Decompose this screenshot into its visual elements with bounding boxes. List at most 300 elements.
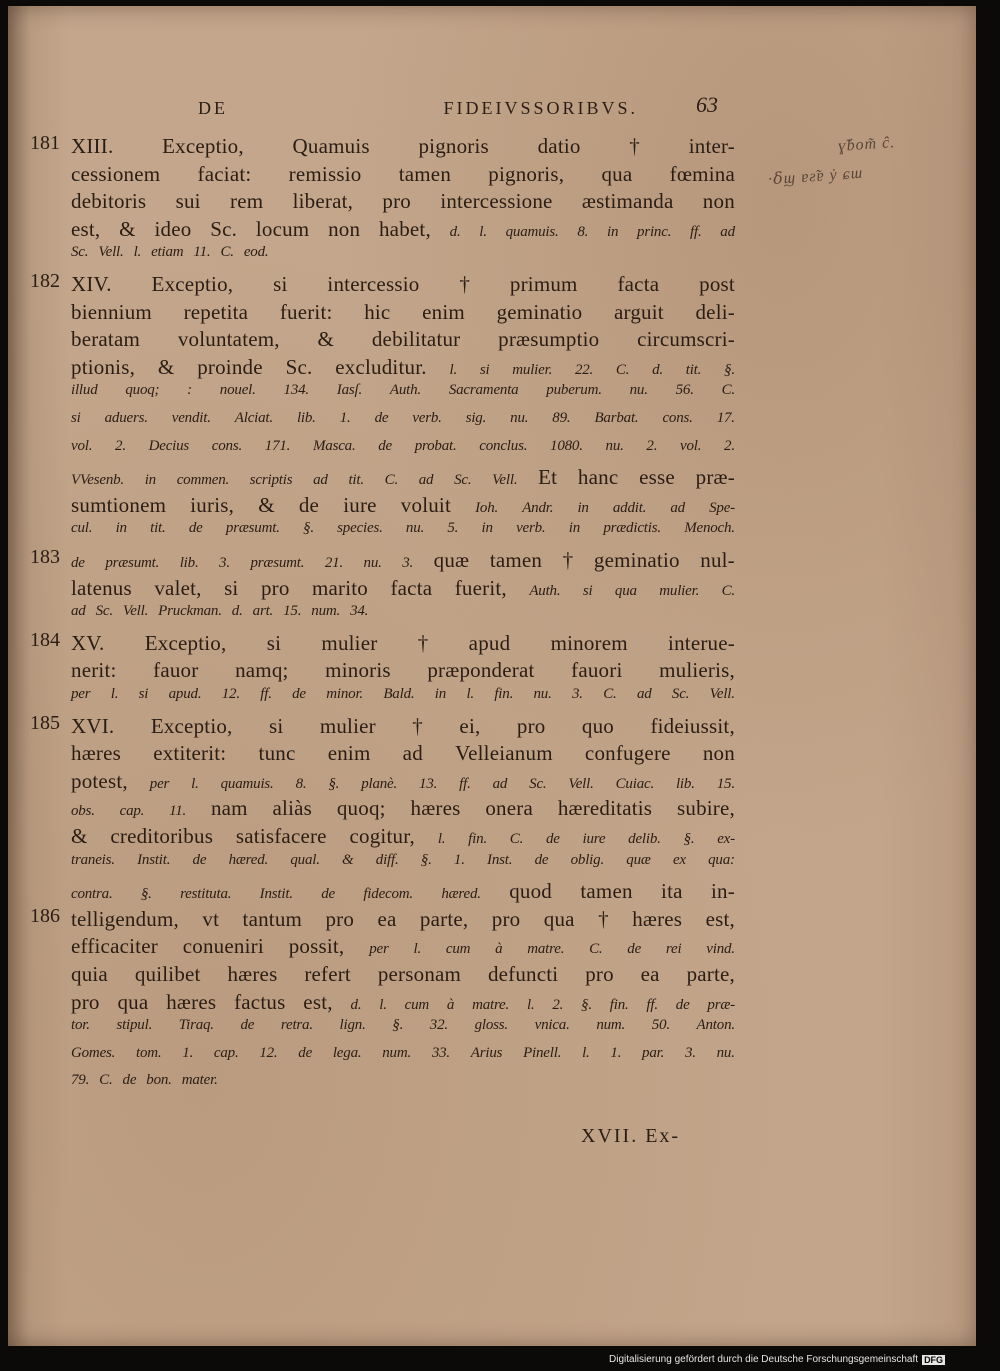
citation-word: §. — [140, 886, 152, 903]
citation-word: scriptis — [249, 472, 293, 489]
citation-word: §. — [392, 1017, 404, 1034]
citation-word: vnica. — [534, 1017, 570, 1034]
citation-word: 56. — [675, 382, 694, 399]
text-word: XVI. — [71, 713, 115, 738]
citation-word: 1080. — [550, 437, 583, 454]
text-word: tamen — [580, 879, 633, 904]
citation-word: delib. — [628, 831, 661, 847]
citation-word: 3. — [572, 686, 583, 702]
text-line — [71, 852, 735, 880]
citation-word: §. — [724, 361, 735, 378]
citation-word: 13. — [419, 775, 438, 792]
citation-word: planè. — [361, 775, 398, 792]
citation-word: Vell. — [492, 472, 518, 489]
citation-word: C. — [384, 472, 398, 489]
text-word: voluntatem, — [177, 327, 280, 352]
text-word: remissio — [288, 161, 362, 186]
text-line — [71, 300, 735, 328]
citation-word: per — [71, 686, 91, 702]
text-word: conueniri — [182, 934, 264, 959]
citation-word: de — [192, 851, 207, 868]
citation-word: l. — [466, 686, 474, 702]
citation-word: de — [534, 851, 549, 868]
citation-word: si — [138, 686, 149, 702]
digitization-footer — [609, 1354, 945, 1365]
margin-number: 185 — [30, 711, 60, 734]
text-word: parte, — [419, 906, 469, 931]
text-line — [71, 465, 735, 493]
citation-word: 15. — [716, 775, 735, 792]
citation-word: stipul. — [116, 1017, 153, 1034]
citation-word: num. — [596, 1017, 626, 1034]
citation-word: d. — [652, 361, 663, 378]
citation-word: conclus. — [479, 437, 528, 454]
citation-word: præsumt. — [105, 555, 160, 571]
citation-word: Tiraq. — [178, 1017, 214, 1034]
text-line — [71, 217, 735, 245]
citation-word: cons. — [662, 410, 693, 426]
text-line — [71, 934, 735, 962]
text-word: hæreditatis — [557, 796, 653, 821]
citation-word: illud — [71, 382, 98, 399]
text-word: † — [562, 548, 574, 572]
text-word: ptionis, — [71, 354, 136, 379]
citation-word: num. — [311, 603, 341, 620]
citation-word: in — [606, 223, 619, 240]
text-word: est, — [705, 906, 735, 931]
text-word: satisfacere — [235, 824, 327, 848]
citation-word: fin. — [609, 996, 629, 1013]
citation-word: Instit. — [137, 851, 171, 868]
text-word: facta — [390, 575, 433, 600]
text-word: si — [266, 630, 282, 655]
citation-word: qual. — [290, 851, 320, 868]
citation-word: lib. — [179, 555, 199, 571]
text-word: facta — [617, 272, 660, 296]
text-word: pignoris — [418, 134, 489, 158]
text-word: voluit — [400, 492, 452, 517]
text-line — [71, 1045, 735, 1073]
text-word: ita — [661, 879, 683, 904]
citation-word: restituta. — [180, 886, 232, 903]
citation-word: d. — [449, 223, 461, 240]
citation-word: d. — [231, 603, 243, 620]
text-word: est, — [71, 216, 101, 241]
citation-word: fin. — [468, 831, 487, 847]
citation-word: de — [321, 886, 335, 903]
text-word: Exceptio, — [162, 134, 244, 158]
footer-text: Digitalisierung gefördert durch die Deutsche Forschungsgemeinschaft — [609, 1354, 919, 1365]
text-word: in- — [710, 879, 735, 904]
citation-word: l. — [110, 686, 119, 702]
citation-word: de — [545, 831, 560, 847]
citation-word: cap. — [119, 803, 145, 820]
text-line — [71, 327, 735, 355]
text-word: mulier — [321, 630, 378, 655]
citation-word: Pinell. — [523, 1044, 562, 1061]
text-word: pro — [491, 906, 521, 931]
text-word: si — [224, 575, 239, 600]
text-word: sumtionem — [71, 492, 167, 517]
citation-word: præ- — [707, 996, 735, 1013]
citation-word: nouel. — [219, 382, 256, 399]
text-line — [71, 741, 735, 769]
citation-word: VVesenb. — [71, 472, 124, 489]
text-word: possit, — [288, 934, 345, 959]
citation-word: de — [240, 1017, 255, 1034]
text-word: biennium — [71, 299, 152, 324]
citation-word: tit. — [348, 472, 364, 489]
text-line — [71, 382, 735, 410]
citation-word: aduers. — [104, 410, 148, 426]
citation-word: si — [479, 361, 490, 378]
text-word: non — [328, 216, 361, 241]
citation-word: ff. — [260, 686, 272, 702]
text-word: post — [699, 272, 735, 296]
citation-word: par. — [642, 1044, 665, 1061]
text-word: arguit — [614, 299, 664, 324]
text-word: præponderat — [427, 658, 535, 683]
citation-word: l. — [413, 941, 422, 958]
citation-word: Spe- — [709, 499, 735, 516]
text-word: præsumptio — [498, 327, 600, 352]
citation-word: C. — [589, 941, 603, 958]
text-word: quo — [581, 713, 615, 738]
text-word: de — [298, 492, 320, 517]
citation-word: puberum. — [546, 382, 602, 399]
citation-word: l. — [437, 831, 446, 847]
citation-word: l. — [479, 223, 487, 240]
text-line — [71, 162, 735, 190]
citation-word: nu. — [510, 410, 529, 426]
text-word: deli- — [695, 299, 735, 324]
text-word: mulieris, — [659, 658, 735, 683]
citation-word: 2. — [646, 437, 658, 454]
text-word: fœmina — [669, 161, 735, 186]
citation-word: de — [298, 1044, 313, 1061]
citation-word: rei — [665, 941, 682, 958]
text-word: inter- — [688, 134, 735, 158]
text-word: Exceptio, — [150, 713, 233, 738]
citation-word: ff. — [459, 775, 471, 792]
citation-word: Sc. — [95, 603, 113, 620]
margin-number: 186 — [30, 904, 60, 927]
text-word: interue- — [668, 630, 735, 655]
citation-word: l. — [582, 1044, 590, 1061]
citation-word: d. — [350, 996, 362, 1013]
citation-word: commen. — [176, 472, 230, 489]
citation-word: in — [144, 472, 156, 489]
text-word: est, — [303, 989, 333, 1014]
text-word: tamen — [398, 161, 452, 186]
text-word: quoq; — [336, 796, 386, 821]
citation-word: Barbat. — [594, 410, 639, 426]
citation-word: Anton. — [696, 1017, 735, 1034]
text-word: marito — [311, 575, 369, 600]
citation-word: tit. — [685, 361, 702, 378]
citation-word: iure — [582, 831, 606, 847]
citation-word: vol. — [71, 437, 93, 454]
citation-word: eod. — [243, 244, 269, 261]
citation-word: ff. — [646, 996, 658, 1013]
text-word: intercessio — [327, 272, 420, 296]
text-word: faciat: — [197, 161, 252, 186]
text-word: pignoris, — [488, 161, 565, 186]
citation-word: Vell. — [122, 603, 149, 620]
citation-word: 3. — [684, 1044, 696, 1061]
text-word: valet, — [154, 575, 202, 600]
text-line — [71, 189, 735, 217]
citation-word: nu. — [716, 1044, 735, 1061]
text-word: Velleianum — [455, 741, 553, 766]
citation-word: 21. — [324, 555, 343, 571]
text-word: extiterit: — [153, 741, 227, 766]
citation-word: apud. — [168, 686, 202, 702]
citation-word: 32. — [429, 1017, 448, 1034]
citation-word: minor. — [326, 686, 363, 702]
citation-word: ex- — [717, 831, 735, 847]
citation-word: Pruckman. — [158, 603, 222, 620]
citation-word: ad — [720, 223, 735, 240]
citation-word: obs. — [71, 803, 95, 820]
text-word: qua — [117, 989, 149, 1014]
citation-word: Sc. — [529, 775, 547, 792]
citation-word: C. — [99, 1072, 113, 1089]
citation-word: Instit. — [259, 886, 293, 903]
text-word: esse — [639, 465, 675, 490]
text-word: XIII. — [71, 134, 114, 158]
text-word: ei, — [459, 713, 481, 738]
text-line — [71, 824, 735, 852]
citation-word: si — [582, 582, 593, 599]
citation-word: mulier. — [659, 582, 700, 599]
text-word: & — [258, 492, 275, 517]
citation-word: Auth. — [389, 382, 421, 399]
text-word: ea — [377, 906, 397, 931]
text-word: iuris, — [190, 492, 235, 517]
citation-word: species. — [337, 520, 383, 537]
citation-word: lega. — [332, 1044, 362, 1061]
citation-word: Cuiac. — [615, 775, 655, 792]
margin-number: 181 — [30, 132, 60, 154]
citation-word: lib. — [296, 410, 316, 426]
citation-word: princ. — [637, 223, 672, 240]
citation-word: contra. — [71, 886, 113, 903]
citation-word: à — [495, 941, 503, 958]
book-page — [8, 6, 976, 1346]
text-word: non — [702, 741, 735, 766]
citation-word: ex — [672, 851, 686, 868]
text-word: Exceptio, — [144, 630, 227, 655]
citation-word: Alciat. — [234, 410, 273, 426]
text-word: Quamuis — [292, 134, 370, 158]
citation-word: nu. — [605, 437, 624, 454]
text-word: mulier — [319, 713, 376, 738]
text-word: confugere — [584, 741, 671, 766]
citation-word: per — [149, 775, 170, 792]
citation-word: retra. — [280, 1017, 313, 1034]
citation-word: nu. — [533, 686, 552, 702]
citation-word: de — [627, 941, 642, 958]
citation-word: 22. — [574, 361, 594, 378]
citation-word: hæred. — [228, 851, 269, 868]
citation-word: vendit. — [171, 410, 211, 426]
citation-word: l. — [191, 775, 199, 792]
citation-word: hæred. — [441, 886, 481, 903]
text-word: efficaciter — [71, 934, 158, 959]
text-word: Sc. — [285, 354, 313, 379]
citation-word: C. — [721, 382, 735, 399]
catchword: XVII. Ex- — [581, 1125, 681, 1147]
citation-word: Sc. — [671, 686, 690, 702]
text-word: pro — [325, 906, 355, 931]
text-word: hæres — [410, 796, 461, 821]
text-word: fideiussit, — [650, 713, 735, 738]
citation-word: §. — [420, 851, 432, 868]
citation-word: nu. — [629, 382, 648, 399]
citation-word: C. — [615, 361, 630, 378]
text-word: fauor — [153, 658, 199, 683]
text-word: proinde — [197, 354, 263, 379]
text-word: tamen — [489, 548, 543, 572]
page-number: 63 — [696, 92, 718, 117]
text-word: nerit: — [71, 658, 117, 683]
citation-word: verb. — [412, 410, 442, 426]
citation-word: Decius — [148, 437, 190, 454]
citation-word: nu. — [405, 520, 425, 537]
text-word: ideo — [154, 216, 192, 241]
text-word: pro — [382, 189, 411, 214]
text-word: & — [317, 327, 335, 352]
text-word: onera — [485, 796, 533, 821]
citation-word: 12. — [221, 686, 240, 702]
citation-word: Menoch. — [684, 520, 735, 537]
citation-word: quamuis. — [220, 775, 274, 792]
citation-word: §. — [683, 831, 695, 847]
citation-word: ad — [636, 686, 652, 702]
text-word: nul- — [700, 548, 735, 572]
text-line — [71, 134, 735, 162]
citation-word: ad — [71, 603, 86, 620]
text-word: debilitatur — [371, 327, 461, 352]
text-line — [71, 631, 735, 659]
citation-word: art. — [252, 603, 274, 620]
margin-number: 183 — [30, 546, 60, 568]
running-head-word: DE — [198, 98, 228, 118]
citation-word: C. — [509, 831, 524, 847]
citation-word: Vell. — [568, 775, 594, 792]
text-line — [71, 410, 735, 438]
citation-word: 2. — [552, 996, 564, 1013]
text-line — [71, 714, 735, 742]
citation-word: matre. — [472, 996, 510, 1013]
text-word: pro — [71, 989, 100, 1014]
text-word: hanc — [577, 465, 619, 490]
text-word: enim — [327, 741, 371, 766]
text-line — [71, 493, 735, 521]
citation-word: qua — [614, 582, 637, 599]
text-line — [71, 658, 735, 686]
text-word: creditoribus — [110, 824, 214, 848]
citation-word: Bald. — [383, 686, 415, 702]
margin-number: 182 — [30, 270, 60, 292]
citation-word: de — [374, 410, 389, 426]
text-word: primum — [509, 272, 578, 296]
text-word: qua — [543, 906, 575, 931]
text-word: fauori — [571, 658, 623, 683]
citation-word: ad — [418, 472, 434, 489]
citation-word: 89. — [552, 410, 571, 426]
text-word: hæres — [227, 962, 278, 986]
citation-word: cons. — [211, 437, 243, 454]
citation-word: 1. — [610, 1044, 622, 1061]
citation-word: traneis. — [71, 851, 115, 868]
handwritten-note-2: ·ẟϣ ɐƨ̃ɐ ẏ ɕɯ — [767, 164, 864, 189]
citation-word: in — [568, 520, 581, 537]
citation-word: etiam — [151, 244, 184, 261]
text-line — [71, 548, 735, 576]
text-word: habet, — [378, 216, 431, 241]
citation-word: ad — [313, 472, 328, 489]
citation-word: C. — [721, 582, 735, 599]
citation-word: in — [481, 520, 493, 537]
citation-word: si — [71, 410, 81, 426]
citation-word: 79. — [71, 1072, 90, 1089]
text-line — [71, 796, 735, 824]
citation-word: tor. — [71, 1017, 90, 1034]
text-word: si — [273, 272, 288, 296]
text-line — [71, 603, 735, 631]
text-word: fuerit: — [279, 299, 333, 324]
text-word: non — [702, 189, 735, 214]
text-word: tunc — [258, 741, 296, 766]
citation-word: cul. — [71, 520, 93, 537]
text-word: excluditur. — [335, 354, 427, 379]
text-word: telligendum, — [71, 906, 179, 931]
citation-word: vind. — [706, 941, 735, 958]
text-word: XIV. — [71, 272, 112, 296]
text-word: defuncti — [487, 962, 559, 986]
citation-word: C. — [603, 686, 617, 702]
citation-word: quoq; — [125, 382, 160, 399]
citation-word: ad — [670, 499, 685, 516]
citation-word: 11. — [169, 803, 187, 820]
text-word: rem — [230, 189, 264, 214]
text-word: factus — [234, 989, 286, 1014]
citation-word: Ioh. — [475, 499, 499, 516]
citation-word: diff. — [375, 851, 399, 868]
text-word: refert — [304, 962, 351, 986]
text-word: namq; — [235, 658, 289, 683]
citation-word: sig. — [465, 410, 487, 426]
citation-word: Iasſ. — [336, 382, 363, 399]
citation-word: Sc. — [454, 472, 472, 489]
text-word: præ- — [695, 465, 735, 490]
citation-word: Vell. — [709, 686, 735, 702]
text-word: cogitur, — [349, 824, 416, 848]
text-word: circumscri- — [637, 327, 735, 352]
citation-word: 11. — [193, 244, 211, 261]
citation-word: 1. — [182, 1044, 194, 1061]
text-word: apud — [468, 630, 511, 655]
text-word: cessionem — [71, 161, 161, 186]
text-line — [71, 244, 735, 272]
citation-word: Auth. — [529, 582, 561, 599]
text-word: enim — [422, 299, 465, 324]
text-word: geminatio — [593, 548, 680, 572]
citation-word: in — [577, 499, 589, 516]
citation-word: l. — [526, 996, 535, 1013]
